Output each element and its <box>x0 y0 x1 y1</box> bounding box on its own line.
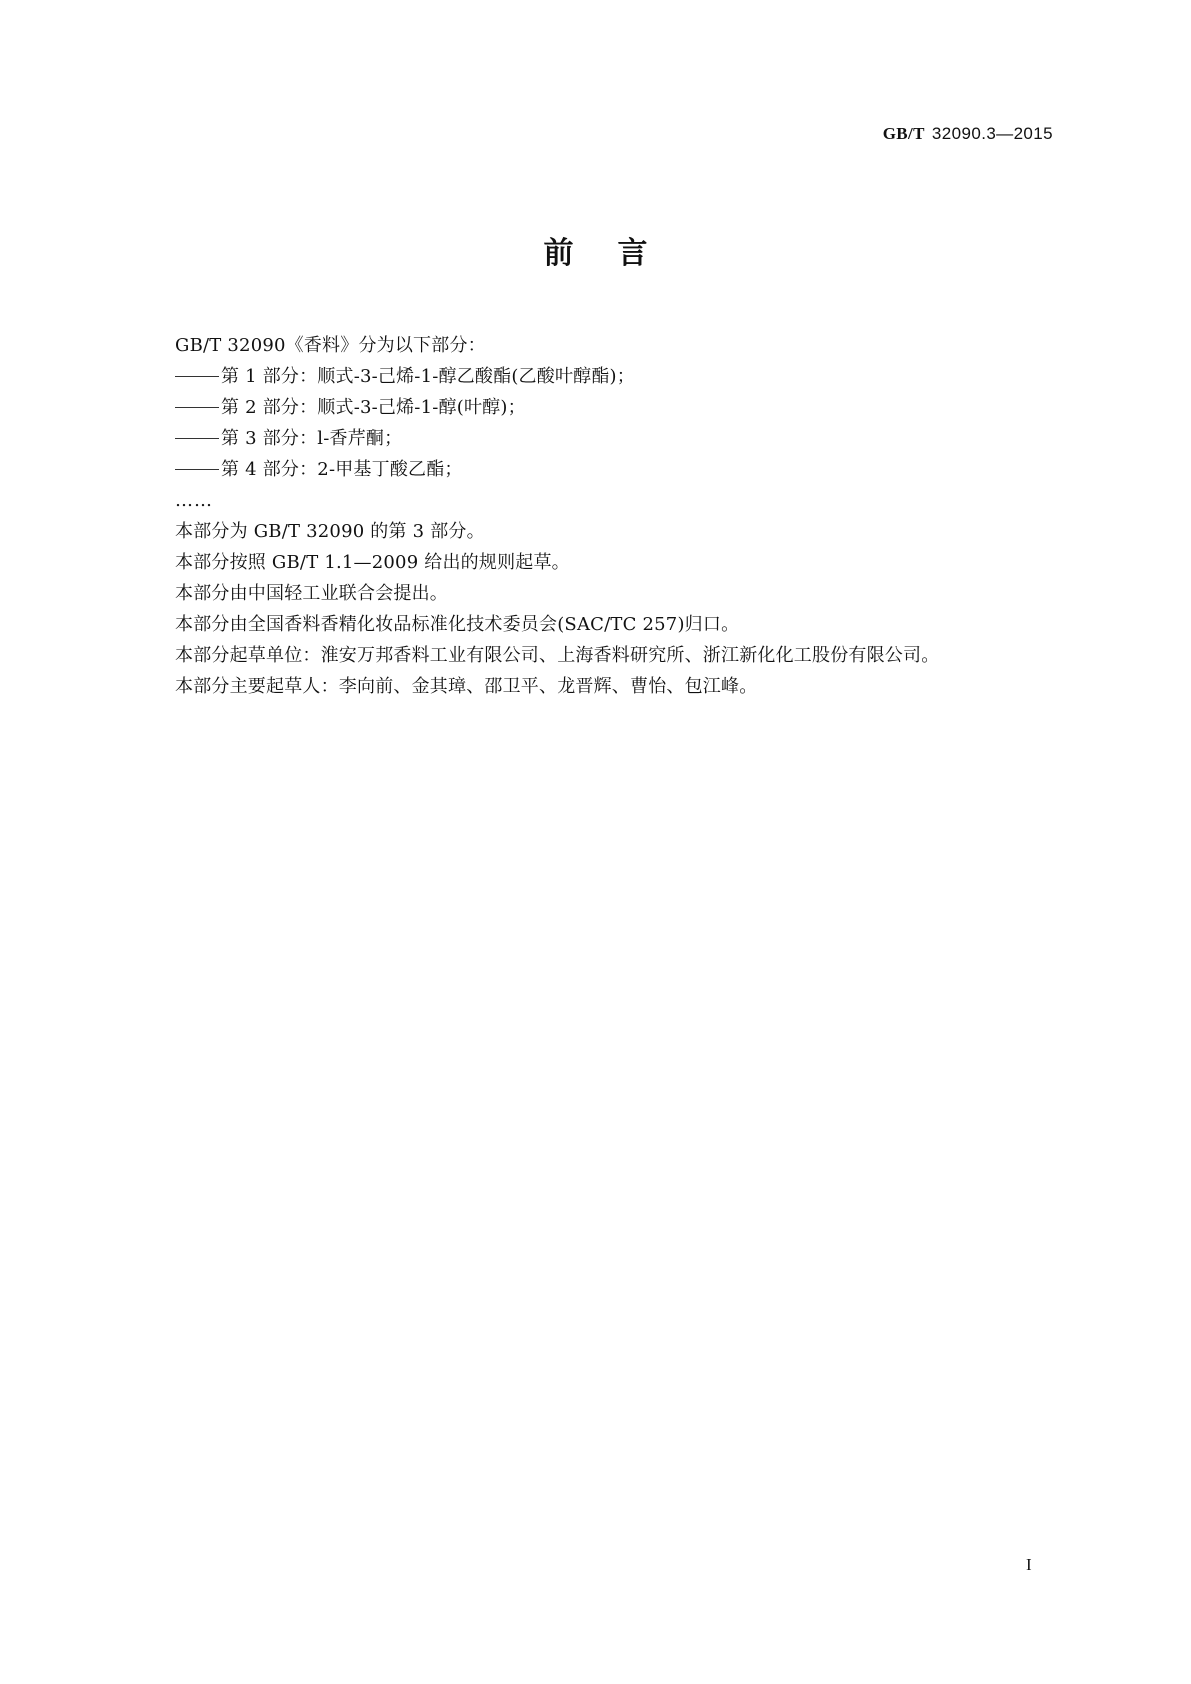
list-item <box>175 423 1055 454</box>
standard-code: 32090.3—2015 <box>931 124 1053 143</box>
paragraph: 本部分主要起草人：李向前、金其璋、邵卫平、龙晋辉、曹怡、包江峰。 <box>175 676 758 697</box>
list-item <box>175 454 1055 485</box>
standard-number <box>883 124 1053 144</box>
page-title: 前言 <box>543 236 692 271</box>
paragraph: 本部分按照 GB/T 1.1—2009 给出的规则起草。 <box>175 552 570 573</box>
list-item-text: 第 3 部分：l-香芹酮； <box>221 428 403 449</box>
list-item-text: 第 2 部分：顺式-3-己烯-1-醇(叶醇)； <box>221 397 526 418</box>
paragraph: 本部分为 GB/T 32090 的第 3 部分。 <box>175 521 485 542</box>
dash-marker <box>175 407 219 408</box>
list-item <box>175 361 1055 392</box>
paragraph: 本部分由中国轻工业联合会提出。 <box>175 583 448 604</box>
list-item <box>175 392 1055 423</box>
standard-prefix: GB/T <box>882 124 925 143</box>
ellipsis: …… <box>175 490 213 511</box>
page-number: I <box>1026 1555 1032 1574</box>
dash-marker <box>175 438 219 439</box>
list-item-text: 第 4 部分：2-甲基丁酸乙酯； <box>221 459 463 480</box>
list-item-text: 第 1 部分：顺式-3-己烯-1-醇乙酸酯(乙酸叶醇酯)； <box>221 366 635 387</box>
foreword-body <box>175 330 1055 702</box>
dash-marker <box>175 469 219 470</box>
dash-marker <box>175 376 219 377</box>
intro-paragraph: GB/T 32090《香料》分为以下部分： <box>175 335 486 356</box>
paragraph: 本部分起草单位：淮安万邦香料工业有限公司、上海香料研究所、浙江新化化工股份有限公司。 <box>175 645 940 666</box>
paragraph: 本部分由全国香料香精化妆品标准化技术委员会(SAC/TC 257)归口。 <box>175 614 740 635</box>
